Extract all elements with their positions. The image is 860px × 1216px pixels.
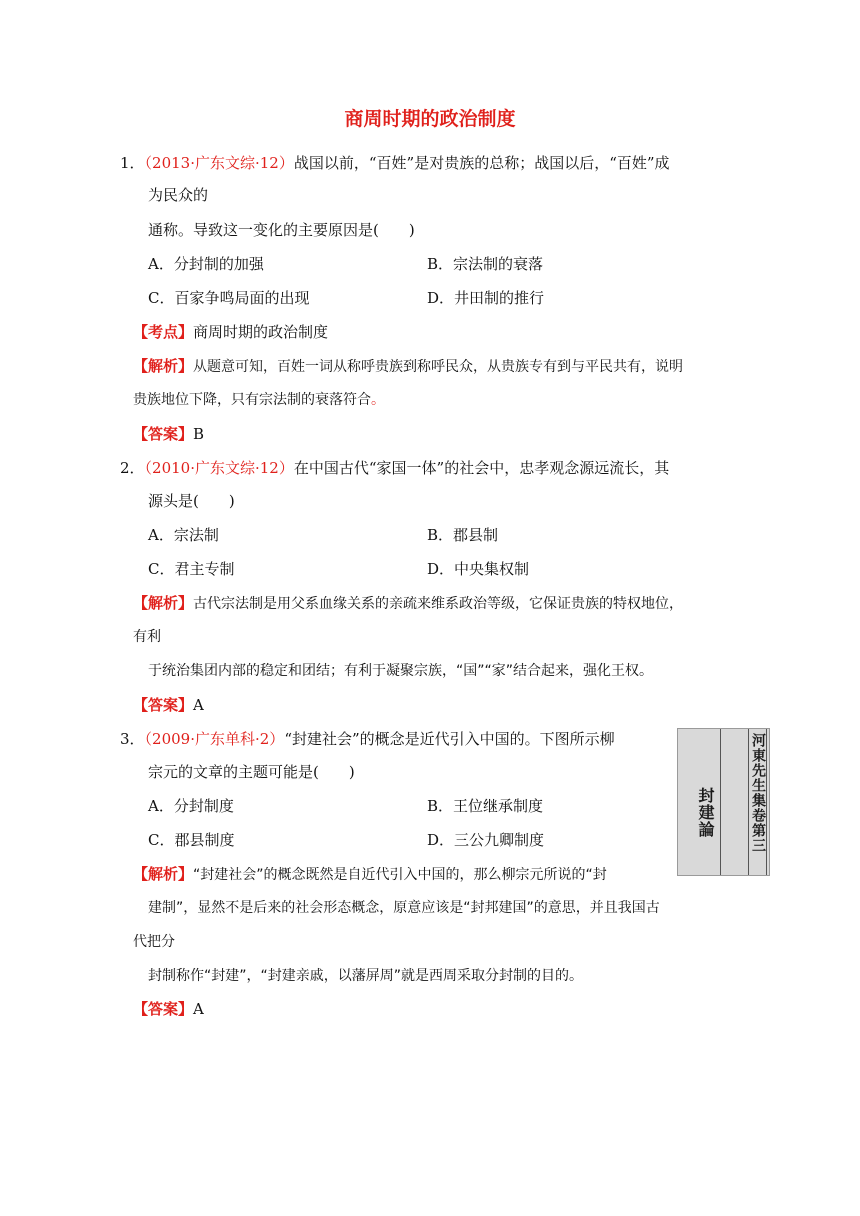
analysis-text: 古代宗法制是用父系血缘关系的亲疏来维系政治等级，它保证贵族的特权地位， <box>193 596 684 612</box>
analysis-label: 【解析】 <box>133 865 194 883</box>
analysis <box>133 355 683 376</box>
option-a: A．分封制的加强 <box>148 255 264 273</box>
question-source: （2013·广东文综·12） <box>144 154 294 172</box>
question-2-stem <box>120 457 669 478</box>
analysis-cont: 建制”，显然不是后来的社会形态概念，原意应该是“封邦建国”的意思，并且我国古 <box>148 900 660 916</box>
kaodian-label: 【考点】 <box>133 323 194 341</box>
analysis-cont: 封制称作“封建”，“封建亲戚，以藩屏周”就是西周采取分封制的目的。 <box>148 968 584 984</box>
question-text: 在中国古代“家国一体”的社会中，忠孝观念源远流长，其 <box>293 459 670 477</box>
answer <box>133 694 204 715</box>
analysis-text: 贵族地位下降，只有宗法制的衰落符合 <box>133 392 371 408</box>
answer <box>133 998 204 1019</box>
analysis-text: “封建社会”的概念既然是自近代引入中国的，那么柳宗元所说的“封 <box>193 867 607 883</box>
option-d: D．井田制的推行 <box>427 289 545 307</box>
question-number: 3． <box>120 730 145 748</box>
answer-value: A <box>193 696 204 714</box>
option-b: B．宗法制的衰落 <box>427 255 544 273</box>
analysis-end: 。 <box>371 392 385 408</box>
question-source: （2009·广东单科·2） <box>144 730 285 748</box>
answer-value: A <box>193 1000 204 1018</box>
option-b: B．王位继承制度 <box>427 797 544 815</box>
option-c: C．郡县制度 <box>148 831 235 849</box>
option-d: D．三公九卿制度 <box>427 831 545 849</box>
option-a: A．分封制度 <box>148 797 234 815</box>
analysis-label: 【解析】 <box>133 594 194 612</box>
page-title: 商周时期的政治制度 <box>344 108 516 130</box>
kaodian-text: 商周时期的政治制度 <box>193 323 329 341</box>
analysis-cont: 于统治集团内部的稳定和团结；有利于凝聚宗族，“国”“家”结合起来，强化王权。 <box>148 663 654 679</box>
figure-book-title: 河東先生集卷第三 <box>750 733 766 853</box>
answer <box>133 423 204 444</box>
option-b: B．郡县制 <box>427 526 499 544</box>
option-d: D．中央集权制 <box>427 560 530 578</box>
question-source: （2010·广东文综·12） <box>144 459 294 477</box>
figure-essay-title: 封建論 <box>696 787 715 838</box>
answer-label: 【答案】 <box>133 696 194 714</box>
answer-label: 【答案】 <box>133 425 194 443</box>
book-page-figure <box>677 728 770 876</box>
question-1-stem <box>120 152 670 173</box>
answer-value: B <box>193 425 205 443</box>
kaodian <box>133 321 328 342</box>
answer-label: 【答案】 <box>133 1000 194 1018</box>
option-c: C．百家争鸣局面的出现 <box>148 289 310 307</box>
option-c: C．君主专制 <box>148 560 235 578</box>
question-text-cont: 为民众的 <box>148 186 209 204</box>
question-text-cont: 宗元的文章的主题可能是( ) <box>148 763 355 781</box>
question-text: “封建社会”的概念是近代引入中国的。下图所示柳 <box>284 730 615 748</box>
analysis <box>133 592 683 613</box>
question-number: 1． <box>120 154 145 172</box>
analysis-cont <box>133 389 385 409</box>
analysis-text: 从题意可知，百姓一词从称呼贵族到称呼民众，从贵族专有到与平民共有，说明 <box>193 359 684 375</box>
analysis <box>133 863 607 884</box>
question-3-stem <box>120 728 615 749</box>
question-text-cont: 源头是( ) <box>148 492 235 510</box>
question-text-cont: 通称。导致这一变化的主要原因是( ) <box>148 221 415 239</box>
question-number: 2． <box>120 459 145 477</box>
question-text: 战国以前，“百姓”是对贵族的总称；战国以后，“百姓”成 <box>293 154 670 172</box>
analysis-label: 【解析】 <box>133 357 194 375</box>
analysis-cont: 代把分 <box>133 934 175 950</box>
analysis-cont: 有利 <box>133 629 161 645</box>
option-a: A．宗法制 <box>148 526 219 544</box>
